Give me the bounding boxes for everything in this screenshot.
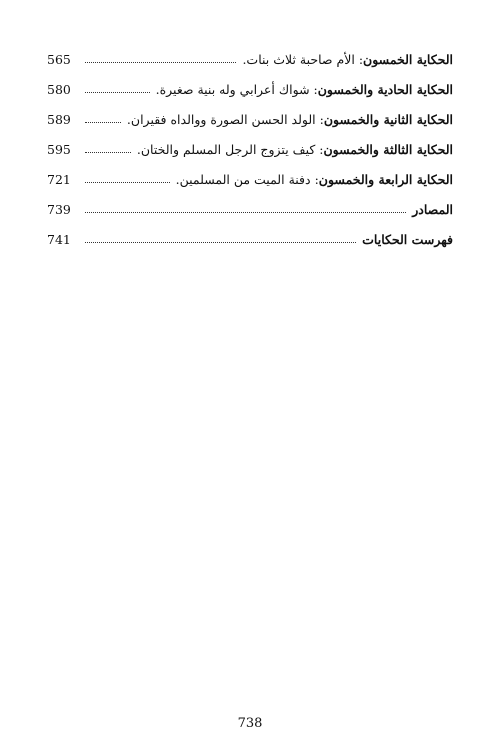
dot-leader (85, 212, 406, 213)
toc-entry-title: الأم صاحبة ثلاث بنات. (242, 51, 355, 67)
dot-leader (85, 242, 356, 243)
dot-leader (85, 92, 150, 93)
toc-entry-title: الولد الحسن الصورة ووالداه فقيران. (126, 111, 316, 127)
toc-page-number: 595 (47, 141, 71, 157)
toc-entry-title: شواك أعرابي وله بنية صغيرة. (155, 81, 310, 97)
toc-page-number: 580 (47, 81, 71, 97)
toc-page-number: 589 (47, 111, 71, 127)
toc-entry-text: الحكاية الثانية والخمسون: الولد الحسن الصورة ووالداه فقيران. (126, 111, 453, 127)
toc-entry (47, 134, 453, 164)
toc-page-number: 721 (47, 171, 71, 187)
toc-page-number: 565 (47, 51, 71, 67)
toc-entry-text: الحكاية الخمسون: الأم صاحبة ثلاث بنات. (242, 51, 453, 67)
toc-entry-title: كيف يتزوج الرجل المسلم والختان. (136, 141, 316, 157)
page-number-footer: 738 (237, 716, 263, 731)
toc-entry (47, 164, 453, 194)
toc-entry-title: دفنة الميت من المسلمين. (175, 171, 311, 187)
toc-entry (47, 44, 453, 74)
toc-entry-text (412, 202, 453, 217)
toc-entry-label: فهرست الحكايات (362, 231, 453, 247)
dot-leader (85, 122, 121, 123)
toc-entry-label: الحكاية الثانية والخمسون (323, 111, 453, 127)
toc-entry-label: الحكاية الخمسون (363, 51, 453, 67)
toc-entry (47, 104, 453, 134)
toc-entry (47, 194, 453, 224)
toc-entry-text: الحكاية الحادية والخمسون: شواك أعرابي وله بنية صغيرة. (155, 81, 453, 97)
toc-entry-label: الحكاية الثالثة والخمسون (323, 141, 453, 157)
toc-entry-text: الحكاية الرابعة والخمسون: دفنة الميت من المسلمين. (175, 171, 453, 187)
toc-entry (47, 74, 453, 104)
dot-leader (85, 182, 170, 183)
toc-entry-label: الحكاية الرابعة والخمسون (318, 171, 453, 187)
toc-page-number: 739 (47, 201, 71, 217)
toc-page-number: 741 (47, 231, 71, 247)
dot-leader (85, 152, 131, 153)
table-of-contents (47, 44, 453, 254)
toc-entry (47, 224, 453, 254)
toc-entry-label: المصادر (412, 201, 453, 217)
toc-entry-text (362, 232, 453, 247)
toc-entry-text: الحكاية الثالثة والخمسون: كيف يتزوج الرجل المسلم والختان. (136, 141, 453, 157)
dot-leader (85, 62, 236, 63)
toc-entry-label: الحكاية الحادية والخمسون (317, 81, 453, 97)
